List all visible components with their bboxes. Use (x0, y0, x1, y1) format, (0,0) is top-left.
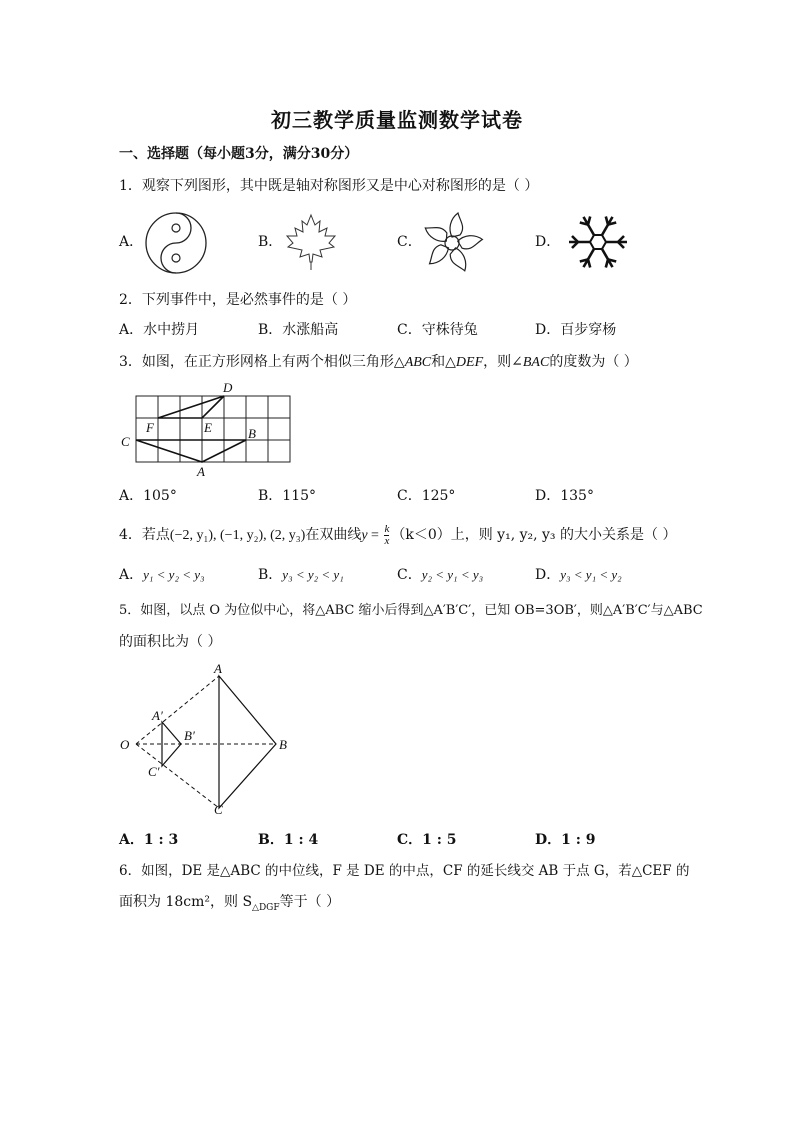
q1-option-c-label: C． (397, 234, 422, 250)
q4-option-b: B．y₃ < y₂ < y₁ (258, 567, 344, 583)
q2-option-a: A．水中捞月 (119, 322, 200, 338)
q2-option-b: B．水涨船高 (258, 322, 339, 338)
q4-option-d: D．y₃ < y₁ < y₂ (535, 567, 622, 583)
maple-leaf-icon (282, 212, 340, 272)
q3-label-c: C (121, 434, 130, 449)
yin-yang-icon (144, 211, 208, 275)
q2-option-c: C．守株待兔 (397, 322, 478, 338)
q3-label-a: A (197, 464, 205, 479)
question-1-stem: 1．观察下列图形，其中既是轴对称图形又是中心对称图形的是（ ） (119, 178, 539, 194)
pinwheel-flower-icon (419, 210, 485, 276)
question-6-stem-line1: 6．如图，DE 是△ABC 的中位线，F 是 DE 的中点，CF 的延长线交 AB 于点 G，若△CEF 的 (119, 863, 690, 879)
q5-label-c-prime: C′ (148, 764, 160, 779)
section-heading: 一、选择题（每小题3分，满分30分） (119, 146, 359, 162)
q3-label-e: E (204, 420, 212, 435)
q4-option-a: A．y₁ < y₂ < y₃ (119, 567, 205, 583)
question-4-stem: 4．若点(−2, y₁), (−1, y₂), (2, y₃)在双曲线y = $\frac{k}{x}$ （k＜0）上，则 y₁, y₂, y₃ 的大小关系是（ ） (119, 522, 677, 547)
q2-option-d: D．百步穿杨 (535, 322, 617, 338)
q5-label-a-prime: A′ (152, 708, 163, 723)
question-2-stem: 2．下列事件中，是必然事件的是（ ） (119, 292, 357, 308)
question-6-stem-line2: 面积为 18cm²，则 $S_{\triangle DGF}$等于（ ） (119, 894, 341, 913)
q5-label-a: A (214, 662, 222, 676)
q3-option-a: A．105° (119, 488, 177, 504)
q5-homothety-figure (116, 662, 296, 820)
question-5-stem-line1: 5．如图，以点 O 为位似中心，将△ABC 缩小后得到△A′B′C′，已知 OB=3OB′，则△A′B′C′与△ABC (119, 603, 703, 618)
q5-label-o: O (120, 737, 130, 752)
snowflake-icon (566, 212, 630, 272)
q5-option-c: C．1 : 5 (397, 832, 457, 848)
q1-option-a-label: A． (119, 234, 144, 250)
question-5-stem-line2: 的面积比为（ ） (119, 634, 222, 650)
q5-label-c: C (214, 802, 223, 817)
q5-label-b-prime: B′ (184, 728, 195, 743)
q4-option-c: C．y₂ < y₁ < y₃ (397, 567, 484, 583)
q1-option-b-label: B． (258, 234, 283, 250)
q5-option-a: A．1 : 3 (119, 832, 179, 848)
q3-label-b: B (248, 426, 256, 441)
q1-option-d-label: D． (535, 234, 561, 250)
q5-option-d: D．1 : 9 (535, 832, 596, 848)
page-title: 初三教学质量监测数学试卷 (271, 108, 523, 132)
q3-option-c: C．125° (397, 488, 456, 504)
q3-option-d: D．135° (535, 488, 594, 504)
q5-label-b: B (279, 737, 287, 752)
q5-option-b: B．1 : 4 (258, 832, 319, 848)
q3-option-b: B．115° (258, 488, 317, 504)
q3-grid-figure (118, 378, 300, 480)
q3-label-d: D (223, 380, 233, 395)
question-3-stem: 3．如图，在正方形网格上有两个相似三角形△ABC和△DEF，则∠BAC的度数为（ ） (119, 354, 638, 370)
q3-label-f: F (146, 420, 154, 435)
